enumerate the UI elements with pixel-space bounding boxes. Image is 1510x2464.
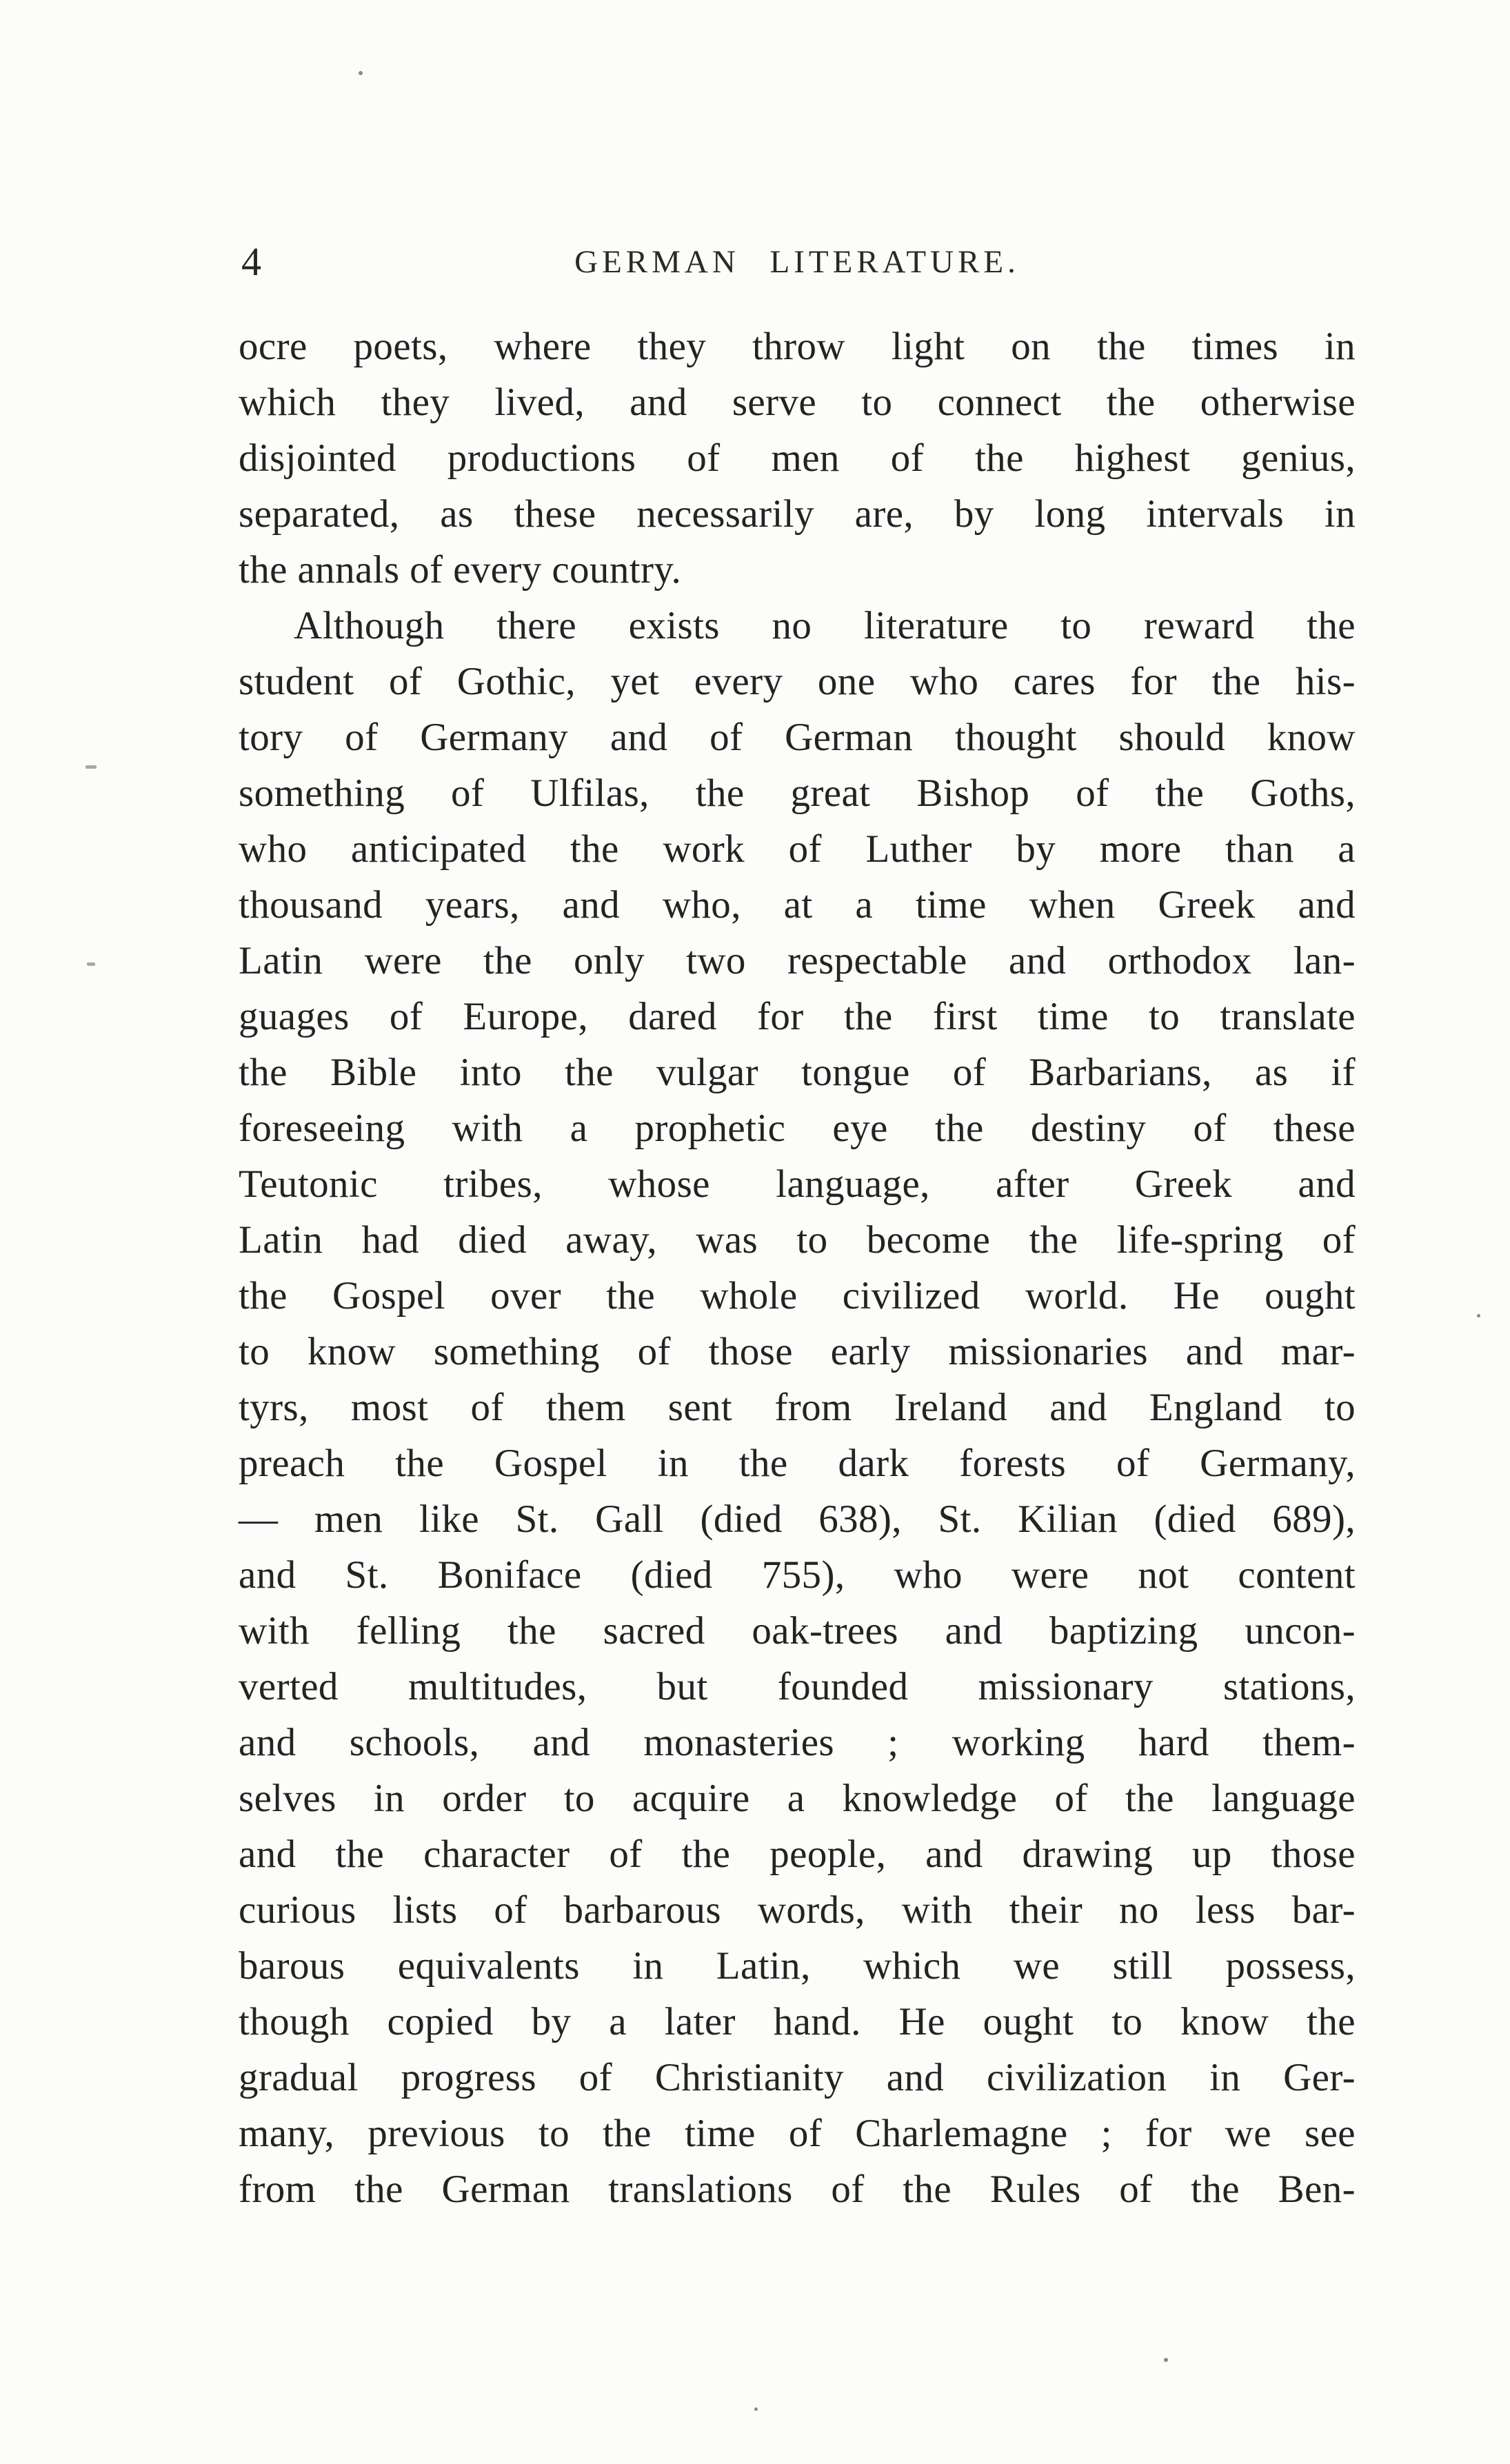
text-line: and schools, and monasteries ; working hard them-: [239, 1721, 1356, 1764]
page-header: [239, 240, 1356, 288]
text-line: preach the Gospel in the dark forests of Germany,: [239, 1442, 1356, 1485]
text-line: many, previous to the time of Charlemagne ; for we see: [239, 2112, 1356, 2155]
text-line: Although there exists no literature to reward the: [294, 604, 1356, 647]
scan-speck: [1477, 1314, 1480, 1317]
text-line: gradual progress of Christianity and civilization in Ger-: [239, 2056, 1356, 2099]
text-line: the annals of every country.: [239, 548, 682, 592]
running-title: GERMAN LITERATURE.: [574, 244, 1020, 280]
scan-speck: [87, 962, 95, 966]
text-line: and the character of the people, and drawing up those: [239, 1832, 1356, 1876]
text-line: barous equivalents in Latin, which we still possess,: [239, 1944, 1356, 1988]
scan-speck: [1164, 2358, 1168, 2362]
text-line: verted multitudes, but founded missionary stations,: [239, 1665, 1356, 1708]
text-line: Teutonic tribes, whose language, after Greek and: [239, 1162, 1356, 1206]
text-line: — men like St. Gall (died 638), St. Kilian (died 689),: [239, 1497, 1356, 1541]
text-line: to know something of those early missionaries and mar-: [239, 1330, 1356, 1373]
page-number: 4: [241, 239, 261, 284]
text-line: which they lived, and serve to connect the otherwise: [239, 381, 1356, 424]
text-line: from the German translations of the Rules of the Ben-: [239, 2168, 1356, 2211]
text-line: selves in order to acquire a knowledge of the language: [239, 1777, 1356, 1820]
text-line: Latin had died away, was to become the life-spring of: [239, 1218, 1356, 1262]
text-line: the Gospel over the whole civilized world. He ought: [239, 1274, 1356, 1317]
text-line: disjointed productions of men of the highest genius,: [239, 436, 1356, 480]
scan-speck: [754, 2407, 758, 2411]
text-block: [239, 319, 1356, 2217]
text-line: student of Gothic, yet every one who cares for the his-: [239, 660, 1356, 703]
text-line: with felling the sacred oak-trees and baptizing uncon-: [239, 1609, 1356, 1653]
text-line: curious lists of barbarous words, with their no less bar-: [239, 1888, 1356, 1932]
scan-speck: [359, 71, 363, 75]
text-line: Latin were the only two respectable and orthodox lan-: [239, 939, 1356, 982]
text-line: tyrs, most of them sent from Ireland and England to: [239, 1386, 1356, 1429]
text-line: though copied by a later hand. He ought to know the: [239, 2000, 1356, 2043]
text-line: separated, as these necessarily are, by long intervals in: [239, 492, 1356, 536]
text-line: something of Ulfilas, the great Bishop of the Goths,: [239, 771, 1356, 815]
text-line: the Bible into the vulgar tongue of Barbarians, as if: [239, 1051, 1356, 1094]
text-line: foreseeing with a prophetic eye the destiny of these: [239, 1107, 1356, 1150]
text-line: who anticipated the work of Luther by more than a: [239, 827, 1356, 871]
text-line: ocre poets, where they throw light on the times in: [239, 325, 1356, 368]
text-line: and St. Boniface (died 755), who were not content: [239, 1553, 1356, 1597]
text-line: guages of Europe, dared for the first time to translate: [239, 995, 1356, 1038]
text-line: tory of Germany and of German thought should know: [239, 716, 1356, 759]
scan-speck: [85, 765, 97, 769]
text-line: thousand years, and who, at a time when Greek and: [239, 883, 1356, 927]
